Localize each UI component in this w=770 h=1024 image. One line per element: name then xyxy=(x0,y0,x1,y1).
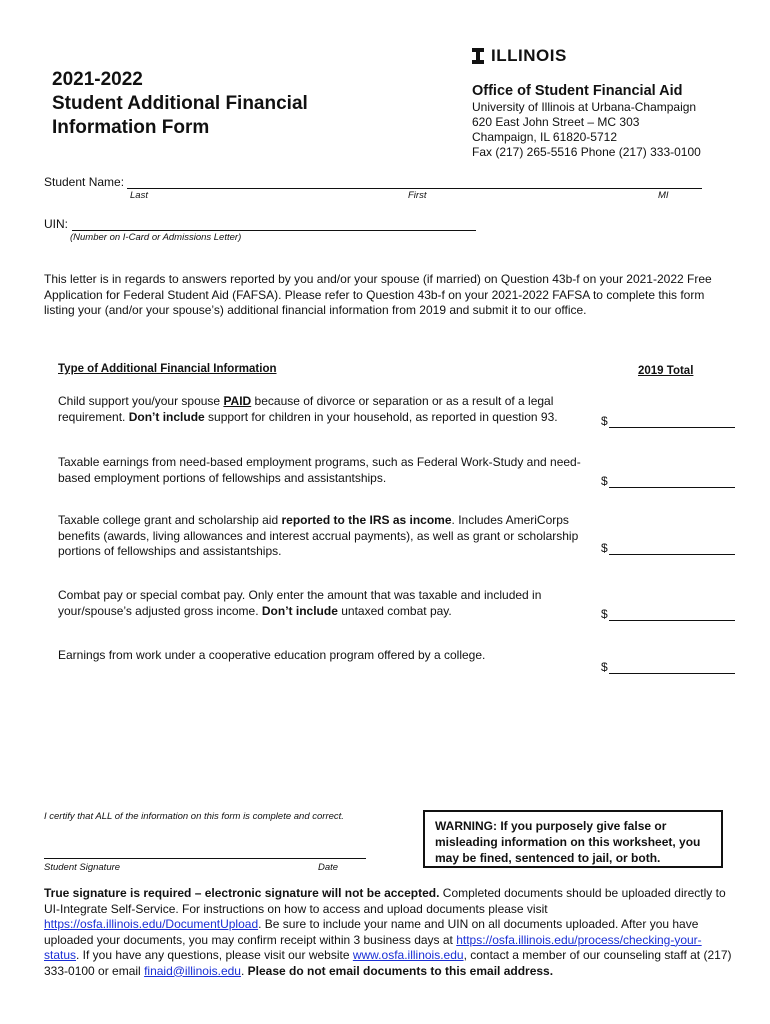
total-column-header: 2019 Total xyxy=(638,365,694,377)
osfa-website-link[interactable]: www.osfa.illinois.edu xyxy=(352,948,464,962)
amount-combat-pay[interactable]: $ xyxy=(601,607,735,621)
office-contact: Fax (217) 265-5516 Phone (217) 333-0100 xyxy=(472,145,701,159)
uin-label: UIN: xyxy=(44,217,68,231)
footer-instructions: True signature is required – electronic signature will not be accepted. Completed documents should be uploaded directly to UI-Integrate Self-Service. For instructions on how to access and upload documents please visit https://osfa.illinois.edu/DocumentUpload. Be sure to include your name and UIN on all documents uploaded. After you have uploaded your documents, you may confirm receipt within 3 business days at https://osfa.illinois.edu/process/checking-your-status. If you have any questions, please visit our website www.osfa.illinois.edu, contact a member of our counseling staff at (217) 333-0100 or email finaid@illinois.edu. Please do not email documents to this email address. xyxy=(44,886,732,978)
uin-note: (Number on I-Card or Admissions Letter) xyxy=(70,232,242,243)
date-label: Date xyxy=(318,862,339,873)
document-upload-link[interactable]: https://osfa.illinois.edu/DocumentUpload xyxy=(44,917,259,931)
office-university: University of Illinois at Urbana-Champaign xyxy=(472,100,697,114)
amount-cooperative-education[interactable]: $ xyxy=(601,660,735,674)
office-name: Office of Student Financial Aid xyxy=(472,83,683,99)
title-line-3: Information Form xyxy=(52,117,210,138)
uin-field[interactable] xyxy=(72,230,476,231)
type-column-header: Type of Additional Financial Information xyxy=(58,363,277,375)
logo-text: ILLINOIS xyxy=(491,46,567,65)
last-name-label: Last xyxy=(130,190,148,201)
warning-box: WARNING: If you purposely give false or misleading information on this worksheet, you may be fined, sentenced to jail, or both. xyxy=(423,810,723,868)
block-i-icon xyxy=(472,48,484,64)
title-line-2: Student Additional Financial xyxy=(52,93,308,114)
amount-grant-scholarship[interactable]: $ xyxy=(601,541,735,555)
finaid-email-link[interactable]: finaid@illinois.edu xyxy=(144,963,241,978)
student-name-label: Student Name: xyxy=(44,175,125,189)
signature-field[interactable] xyxy=(44,858,366,859)
student-name-field[interactable] xyxy=(127,188,702,189)
office-street: 620 East John Street – MC 303 xyxy=(472,115,640,129)
item-child-support: Child support you/your spouse PAID because of divorce or separation or as a result of a legal requirement. Don’t include support for children in your household, as reported in question 93. xyxy=(58,394,558,424)
intro-paragraph: This letter is in regards to answers reported by you and/or your spouse (if married) on Question 43b-f on your 2021-2022 Free Application for Federal Student Aid (FAFSA). Please refer to Question 43b-f on your 2021-2022 FAFSA to complete this form listing your (and/or your spouse’s) additional financial information from 2019 and submit it to our office. xyxy=(44,272,712,317)
office-address-block xyxy=(472,82,752,160)
item-grant-scholarship: Taxable college grant and scholarship aid reported to the IRS as income. Includes AmeriCorps benefits (awards, living allowances and interest accrual payments), as well as grant or scholarship portions of fellowships and assistantships. xyxy=(58,513,579,558)
item-combat-pay: Combat pay or special combat pay. Only enter the amount that was taxable and included in your/spouse’s adjusted gross income. Don’t include untaxed combat pay. xyxy=(58,588,542,618)
title-year: 2021-2022 xyxy=(52,69,143,90)
office-city: Champaign, IL 61820-5712 xyxy=(472,130,617,144)
amount-need-based-employment[interactable]: $ xyxy=(601,474,735,488)
middle-initial-label: MI xyxy=(658,190,669,201)
signature-label: Student Signature xyxy=(44,862,121,873)
item-need-based-employment: Taxable earnings from need-based employment programs, such as Federal Work-Study and need-based employment portions of fellowships and assistantships. xyxy=(58,455,581,485)
checking-status-link[interactable]: https://osfa.illinois.edu/process/checking-your-status xyxy=(44,932,702,962)
form-title xyxy=(52,68,372,140)
amount-child-support[interactable]: $ xyxy=(601,414,735,428)
certify-statement: I certify that ALL of the information on this form is complete and correct. xyxy=(44,811,344,822)
item-cooperative-education: Earnings from work under a cooperative education program offered by a college. xyxy=(58,648,486,662)
illinois-logo xyxy=(472,46,567,66)
first-name-label: First xyxy=(408,190,427,201)
